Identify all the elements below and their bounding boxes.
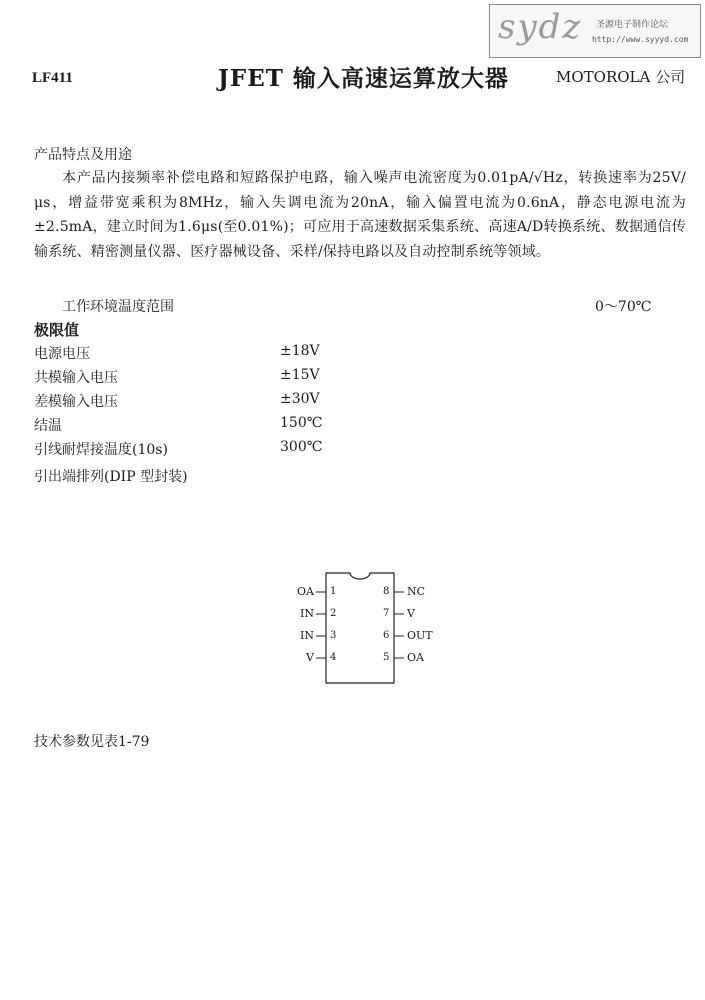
pin-label: IN — [300, 629, 314, 642]
pin-label: OUT — [407, 629, 433, 642]
pin-label: NC — [407, 585, 426, 598]
pinout-heading: 引出端排列(DIP 型封装) — [34, 469, 188, 485]
pin-number: 6 — [383, 630, 390, 641]
footer-note: 技术参数见表1-79 — [34, 734, 150, 750]
watermark-site-name: 圣源电子制作论坛 — [596, 20, 669, 30]
limit-label: 引线耐焊接温度(10s) — [34, 442, 168, 458]
features-heading: 产品特点及用途 — [34, 147, 132, 163]
pin-number: 2 — [330, 608, 337, 619]
pin-number: 8 — [383, 586, 390, 597]
pin-label: OA — [407, 651, 424, 664]
limit-value: ±15V — [280, 367, 320, 383]
limit-label: 电源电压 — [34, 346, 90, 362]
pin-number: 4 — [330, 652, 337, 663]
pin-number: 5 — [383, 652, 390, 663]
pin-label: IN — [300, 607, 314, 620]
watermark-logo: sydz — [498, 7, 583, 47]
limit-value: 300℃ — [280, 439, 323, 455]
page-title: JFET 输入高速运算放大器 — [218, 65, 509, 92]
pin-number: 3 — [330, 630, 337, 641]
pin-label: V — [407, 607, 415, 620]
temp-range-label: 工作环境温度范围 — [62, 299, 174, 315]
pin-label: OA — [297, 585, 314, 598]
watermark-url: http://www.syyyd.com — [592, 35, 689, 44]
company-name: MOTOROLA 公司 — [556, 68, 686, 86]
limit-value: 150℃ — [280, 415, 323, 431]
limit-value: ±18V — [280, 343, 320, 359]
features-paragraph: 本产品内接频率补偿电路和短路保护电路，输入噪声电流密度为0.01pA/√Hz，转换速率为25V/μs，增益带宽乘积为8MHz，输入失调电流为20nA，输入偏置电流为0.6nA，静态电源电流为±2.5mA，建立时间为1.6μs(至0.01%)；可应用于高速数据采集系统、高速A/D转换系统、数据通信传输系统、精密测量仪器、医疗器械设备、采样/保持电路以及自动控制系统等领域。 — [34, 170, 686, 260]
pin-number: 7 — [383, 608, 390, 619]
limits-heading: 极限值 — [34, 321, 80, 339]
limit-value: ±30V — [280, 391, 320, 407]
model-number: LF411 — [32, 70, 73, 86]
pin-label: V — [306, 651, 314, 664]
pin-number: 1 — [330, 586, 337, 597]
watermark — [489, 4, 701, 58]
limit-label: 共模输入电压 — [34, 370, 118, 386]
temp-range-value: 0～70℃ — [595, 299, 652, 315]
dip-package-diagram — [270, 570, 450, 690]
limit-label: 结温 — [34, 418, 62, 434]
limit-label: 差模输入电压 — [34, 394, 118, 410]
